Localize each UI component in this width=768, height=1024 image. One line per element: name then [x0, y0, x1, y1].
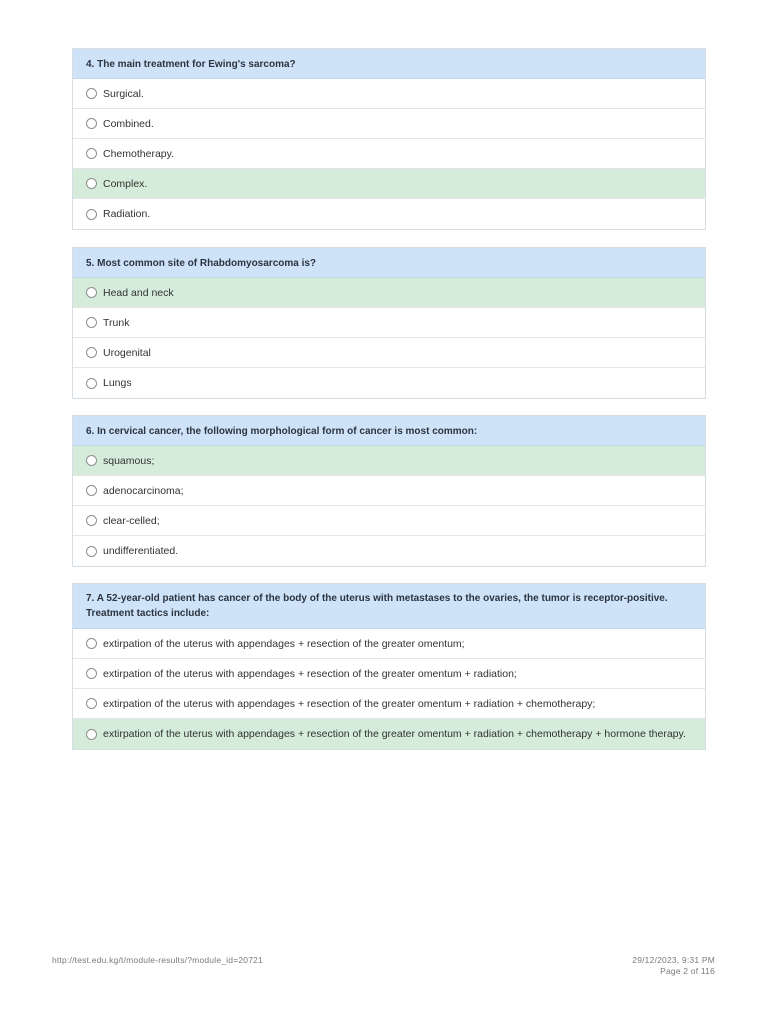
radio-button[interactable] [86, 378, 97, 389]
radio-button[interactable] [86, 209, 97, 220]
answer-label: Combined. [103, 117, 154, 130]
radio-button[interactable] [86, 729, 97, 740]
answer-label: Chemotherapy. [103, 147, 175, 160]
radio-button[interactable] [86, 698, 97, 709]
answer-option[interactable] [73, 536, 705, 566]
radio-button[interactable] [86, 118, 97, 129]
footer-url: http://test.edu.kg/t/module-results/?module_id=20721 [52, 955, 263, 965]
answer-option[interactable] [73, 79, 705, 109]
answer-option-correct[interactable] [73, 278, 705, 308]
radio-button[interactable] [86, 455, 97, 466]
footer-datetime: 29/12/2023, 9:31 PM [632, 955, 715, 965]
answer-label: Surgical. [103, 87, 144, 100]
answer-label: Head and neck [103, 286, 174, 299]
radio-button[interactable] [86, 148, 97, 159]
radio-button[interactable] [86, 347, 97, 358]
question-card [72, 247, 706, 399]
answer-option[interactable] [73, 338, 705, 368]
answer-label: adenocarcinoma; [103, 484, 184, 497]
radio-button[interactable] [86, 668, 97, 679]
answer-option[interactable] [73, 689, 705, 719]
answer-label: clear-celled; [103, 514, 160, 527]
question-card [72, 415, 706, 567]
answer-label: Trunk [103, 316, 130, 329]
answer-option[interactable] [73, 368, 705, 398]
answer-label: Complex. [103, 177, 148, 190]
answer-label: extirpation of the uterus with appendages + resection of the greater omentum + radiation; [103, 667, 517, 680]
radio-button[interactable] [86, 178, 97, 189]
question-card [72, 583, 706, 750]
answer-label: extirpation of the uterus with appendages + resection of the greater omentum; [103, 637, 465, 650]
answer-option[interactable] [73, 476, 705, 506]
answer-label: Radiation. [103, 208, 151, 220]
question-title: 5. Most common site of Rhabdomyosarcoma is? [73, 248, 705, 278]
question-title: 7. A 52-year-old patient has cancer of the body of the uterus with metastases to the ovaries, the tumor is receptor-positive. Treatment tactics include: [73, 584, 705, 629]
footer-page-number: Page 2 of 116 [660, 966, 715, 976]
question-title: 4. The main treatment for Ewing's sarcoma? [73, 49, 705, 79]
answer-option[interactable] [73, 506, 705, 536]
answer-option-correct[interactable] [73, 719, 705, 749]
radio-button[interactable] [86, 546, 97, 557]
footer-meta [632, 955, 715, 977]
answer-option[interactable] [73, 629, 705, 659]
answer-option[interactable] [73, 308, 705, 338]
answer-label: squamous; [103, 454, 155, 467]
answer-label: undifferentiated. [103, 545, 179, 557]
radio-button[interactable] [86, 287, 97, 298]
answer-label: Urogenital [103, 346, 151, 359]
question-card [72, 48, 706, 230]
answer-option[interactable] [73, 139, 705, 169]
answer-option[interactable] [73, 199, 705, 229]
radio-button[interactable] [86, 515, 97, 526]
answer-option[interactable] [73, 109, 705, 139]
answer-option-correct[interactable] [73, 446, 705, 476]
answer-option[interactable] [73, 659, 705, 689]
answer-option-correct[interactable] [73, 169, 705, 199]
radio-button[interactable] [86, 638, 97, 649]
question-title: 6. In cervical cancer, the following morphological form of cancer is most common: [73, 416, 705, 446]
radio-button[interactable] [86, 485, 97, 496]
answer-label: Lungs [103, 377, 132, 389]
answer-label: extirpation of the uterus with appendages + resection of the greater omentum + radiation + chemotherapy; [103, 697, 596, 710]
answer-label: extirpation of the uterus with appendages + resection of the greater omentum + radiation + chemotherapy + hormone therapy. [103, 728, 686, 740]
radio-button[interactable] [86, 88, 97, 99]
radio-button[interactable] [86, 317, 97, 328]
